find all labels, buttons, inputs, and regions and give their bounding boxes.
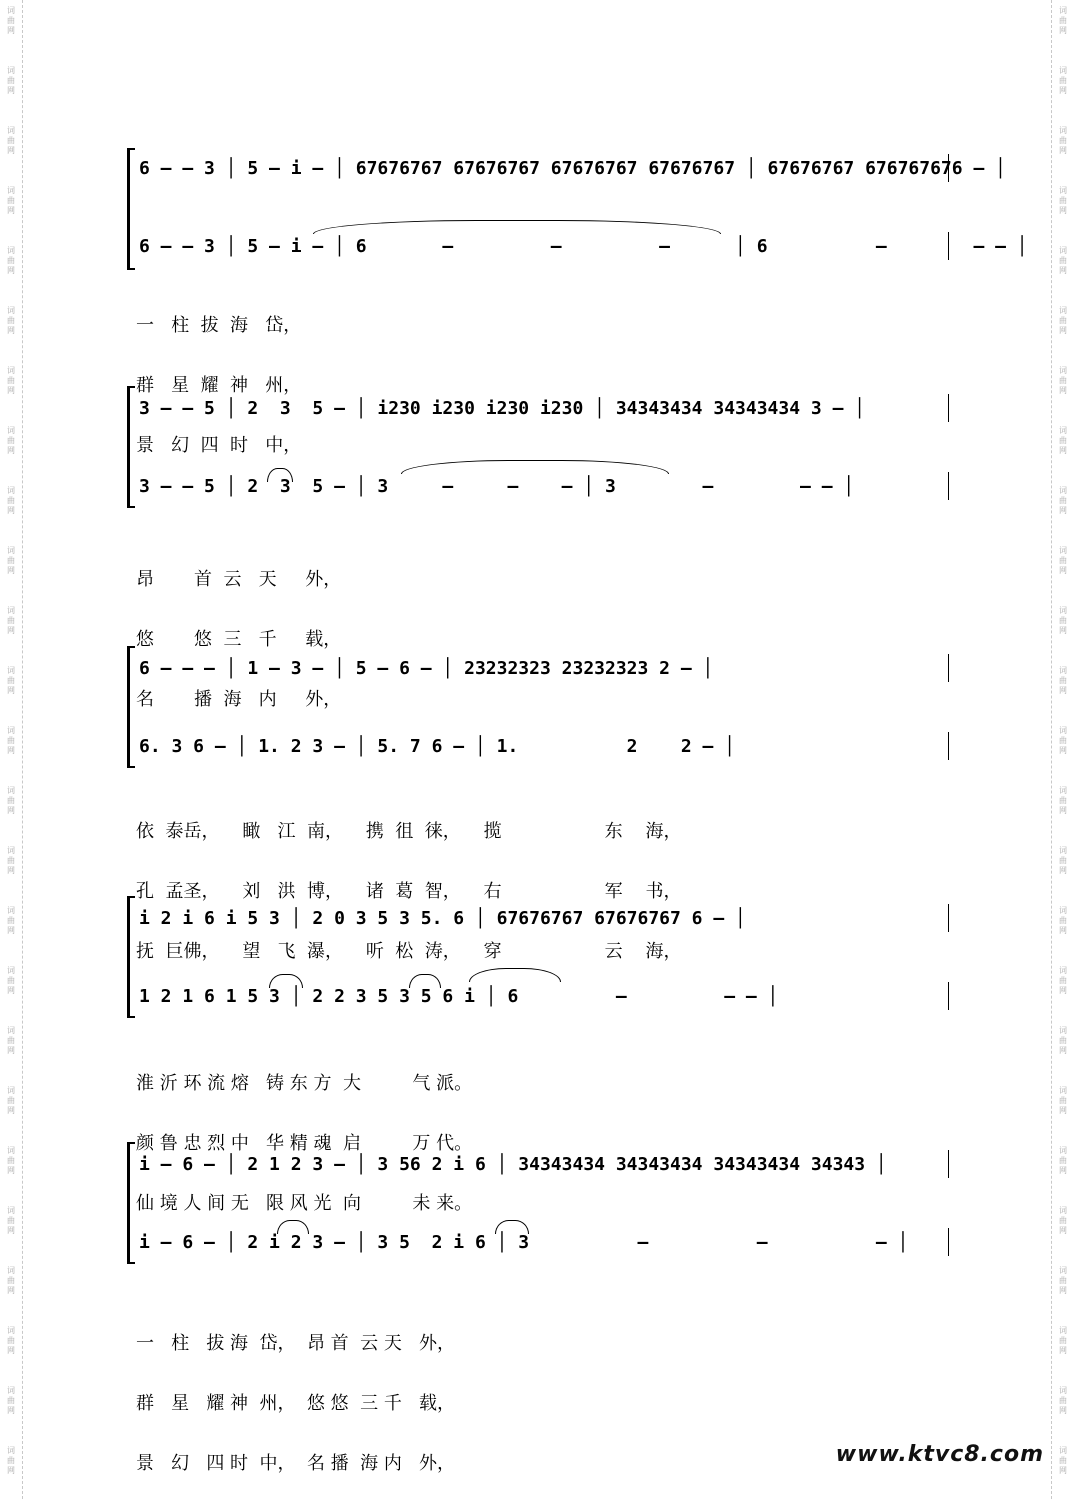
watermark-mark: 词 曲 网 <box>7 1026 15 1055</box>
watermark-mark: 词 曲 网 <box>1059 246 1067 275</box>
end-barline <box>948 1228 949 1256</box>
lyric-verse-2: 悠 悠 三 千 载， <box>136 629 342 650</box>
lyric-verse-2: 孔 孟圣， 刘 洪 博， 诸 葛 智， 右 军 书， <box>136 881 682 902</box>
end-barline <box>948 394 949 422</box>
lower-staff: i ‒ 6 ‒ │ 2 i 2 3 ‒ │ 3 5 2 i 6 │ 3 ‒ ‒ ‒ │ <box>139 1232 909 1253</box>
lyric-verse-3: 名 播 海 内 外， <box>136 689 342 710</box>
watermark-mark: 词 曲 网 <box>7 606 15 635</box>
watermark-mark: 词 曲 网 <box>7 846 15 875</box>
lyric-verse-1: 一 柱 拔 海 岱， <box>136 315 302 336</box>
upper-staff: 3 ‒ ‒ 5 │ 2 3 5 ‒ │ i230 i230 i230 i230 │ 34343434 34343434 3 ‒ │ <box>139 398 866 419</box>
watermark-mark: 词 曲 网 <box>1059 846 1067 875</box>
watermark-mark: 词 曲 网 <box>1059 1146 1067 1175</box>
lyric-verse-1: 一 柱 拔 海 岱， 昂 首 云 天 外， <box>136 1333 455 1354</box>
score-system-2 <box>127 386 949 508</box>
watermark-mark: 词 曲 网 <box>1059 546 1067 575</box>
lower-staff: 1 2 1 6 1 5 3 │ 2 2 3 5 3 5 6 i │ 6 ‒ ‒ ‒ │ <box>139 986 779 1007</box>
lyric-verse-3: 抚 巨佛， 望 飞 瀑， 听 松 涛， 穿 云 海， <box>136 941 682 962</box>
end-barline <box>948 654 949 682</box>
watermark-mark: 词 曲 网 <box>1059 906 1067 935</box>
watermark-mark: 词 曲 网 <box>1059 306 1067 335</box>
lyrics-block-5 <box>136 1294 455 1494</box>
watermark-mark: 词 曲 网 <box>1059 126 1067 155</box>
upper-staff: i ‒ 6 ‒ │ 2 1 2 3 ‒ │ 3 56 2 i 6 │ 34343434 34343434 34343434 34343 │ <box>139 1154 887 1175</box>
watermark-mark: 词 曲 网 <box>7 1086 15 1115</box>
watermark-mark: 词 曲 网 <box>1059 1206 1067 1235</box>
end-barline <box>948 1150 949 1178</box>
watermark-mark: 词 曲 网 <box>7 1266 15 1295</box>
score-system-5 <box>127 1142 949 1264</box>
watermark-mark: 词 曲 网 <box>7 186 15 215</box>
watermark-mark: 词 曲 网 <box>1059 1026 1067 1055</box>
watermark-mark: 词 曲 网 <box>7 1446 15 1475</box>
watermark-mark: 词 曲 网 <box>7 726 15 755</box>
watermark-mark: 词 曲 网 <box>7 966 15 995</box>
watermark-mark: 词 曲 网 <box>7 66 15 95</box>
watermark-mark: 词 曲 网 <box>1059 1086 1067 1115</box>
watermark-mark: 词 曲 网 <box>7 6 15 35</box>
lyric-verse-2: 群 星 耀 神 州， 悠 悠 三 千 载， <box>136 1393 455 1414</box>
watermark-mark: 词 曲 网 <box>1059 1386 1067 1415</box>
lyric-verse-1: 依 泰岳， 瞰 江 南， 携 徂 徕， 揽 东 海， <box>136 821 682 842</box>
system-brace <box>127 896 135 1018</box>
watermark-mark: 词 曲 网 <box>7 366 15 395</box>
lyric-verse-2: 群 星 耀 神 州， <box>136 375 302 396</box>
lower-staff: 3 ‒ ‒ 5 │ 2 3 5 ‒ │ 3 ‒ ‒ ‒ │ 3 ‒ ‒ ‒ │ <box>139 476 855 497</box>
watermark-mark: 词 曲 网 <box>7 306 15 335</box>
watermark-mark: 词 曲 网 <box>7 246 15 275</box>
watermark-mark: 词 曲 网 <box>7 546 15 575</box>
watermark-mark: 词 曲 网 <box>1059 366 1067 395</box>
watermark-mark: 词 曲 网 <box>1059 1446 1067 1475</box>
watermark-mark: 词 曲 网 <box>7 1386 15 1415</box>
end-barline <box>948 904 949 932</box>
lyric-verse-3: 景 幻 四 时 中， <box>136 435 302 456</box>
score-system-3 <box>127 646 949 768</box>
watermark-mark: 词 曲 网 <box>1059 66 1067 95</box>
score-system-4 <box>127 896 949 1018</box>
end-barline <box>948 472 949 500</box>
upper-staff: 6 ‒ ‒ ‒ │ 1 ‒ 3 ‒ │ 5 ‒ 6 ‒ │ 23232323 23232323 2 ‒ │ <box>139 658 714 679</box>
lyric-verse-2: 颜 鲁 忠 烈 中 华 精 魂 启 万 代。 <box>136 1133 473 1154</box>
watermark-mark: 词 曲 网 <box>7 666 15 695</box>
system-brace <box>127 148 135 270</box>
lyric-verse-1: 淮 沂 环 流 熔 铸 东 方 大 气 派。 <box>136 1073 473 1094</box>
lyric-verse-3: 景 幻 四 时 中， 名 播 海 内 外， <box>136 1453 455 1474</box>
watermark-mark: 词 曲 网 <box>7 906 15 935</box>
watermark-mark: 词 曲 网 <box>7 1206 15 1235</box>
slur-mark <box>469 968 561 982</box>
watermark-mark: 词 曲 网 <box>1059 6 1067 35</box>
watermark-mark: 词 曲 网 <box>7 1326 15 1355</box>
watermark-mark: 词 曲 网 <box>7 486 15 515</box>
watermark-mark: 词 曲 网 <box>1059 1266 1067 1295</box>
lower-staff: 6 ‒ ‒ 3 │ 5 ‒ i ‒ │ 6 ‒ ‒ ‒ │ 6 ‒ ‒ ‒ │ <box>139 236 1028 257</box>
watermark-mark: 词 曲 网 <box>1059 186 1067 215</box>
watermark-mark: 词 曲 网 <box>1059 726 1067 755</box>
watermark-mark: 词 曲 网 <box>1059 666 1067 695</box>
watermark-mark: 词 曲 网 <box>1059 486 1067 515</box>
watermark-mark: 词 曲 网 <box>1059 426 1067 455</box>
end-barline <box>948 732 949 760</box>
upper-staff: i 2 i 6 i 5 3 │ 2 0 3 5 3 5. 6 │ 67676767 67676767 6 ‒ │ <box>139 908 746 929</box>
system-brace <box>127 1142 135 1264</box>
upper-staff: 6 ‒ ‒ 3 │ 5 ‒ i ‒ │ 67676767 67676767 67676767 67676767 │ 67676767 676767676 ‒ │ <box>139 158 1006 179</box>
site-logo: www.ktvc8.com <box>835 1442 1044 1467</box>
watermark-mark: 词 曲 网 <box>1059 1326 1067 1355</box>
system-brace <box>127 386 135 508</box>
watermark-mark: 词 曲 网 <box>1059 966 1067 995</box>
watermark-mark: 词 曲 网 <box>1059 606 1067 635</box>
watermark-mark: 词 曲 网 <box>7 126 15 155</box>
watermark-mark: 词 曲 网 <box>1059 786 1067 815</box>
lyric-verse-1: 昂 首 云 天 外， <box>136 569 342 590</box>
lower-staff: 6. 3 6 ‒ │ 1. 2 3 ‒ │ 5. 7 6 ‒ │ 1. 2 2 ‒ │ <box>139 736 736 757</box>
watermark-mark: 词 曲 网 <box>7 786 15 815</box>
end-barline <box>948 982 949 1010</box>
watermark-mark: 词 曲 网 <box>7 1146 15 1175</box>
score-system-1 <box>127 148 1028 270</box>
watermark-mark: 词 曲 网 <box>7 426 15 455</box>
lyric-verse-3: 仙 境 人 间 无 限 风 光 向 未 来。 <box>136 1193 473 1214</box>
system-brace <box>127 646 135 768</box>
